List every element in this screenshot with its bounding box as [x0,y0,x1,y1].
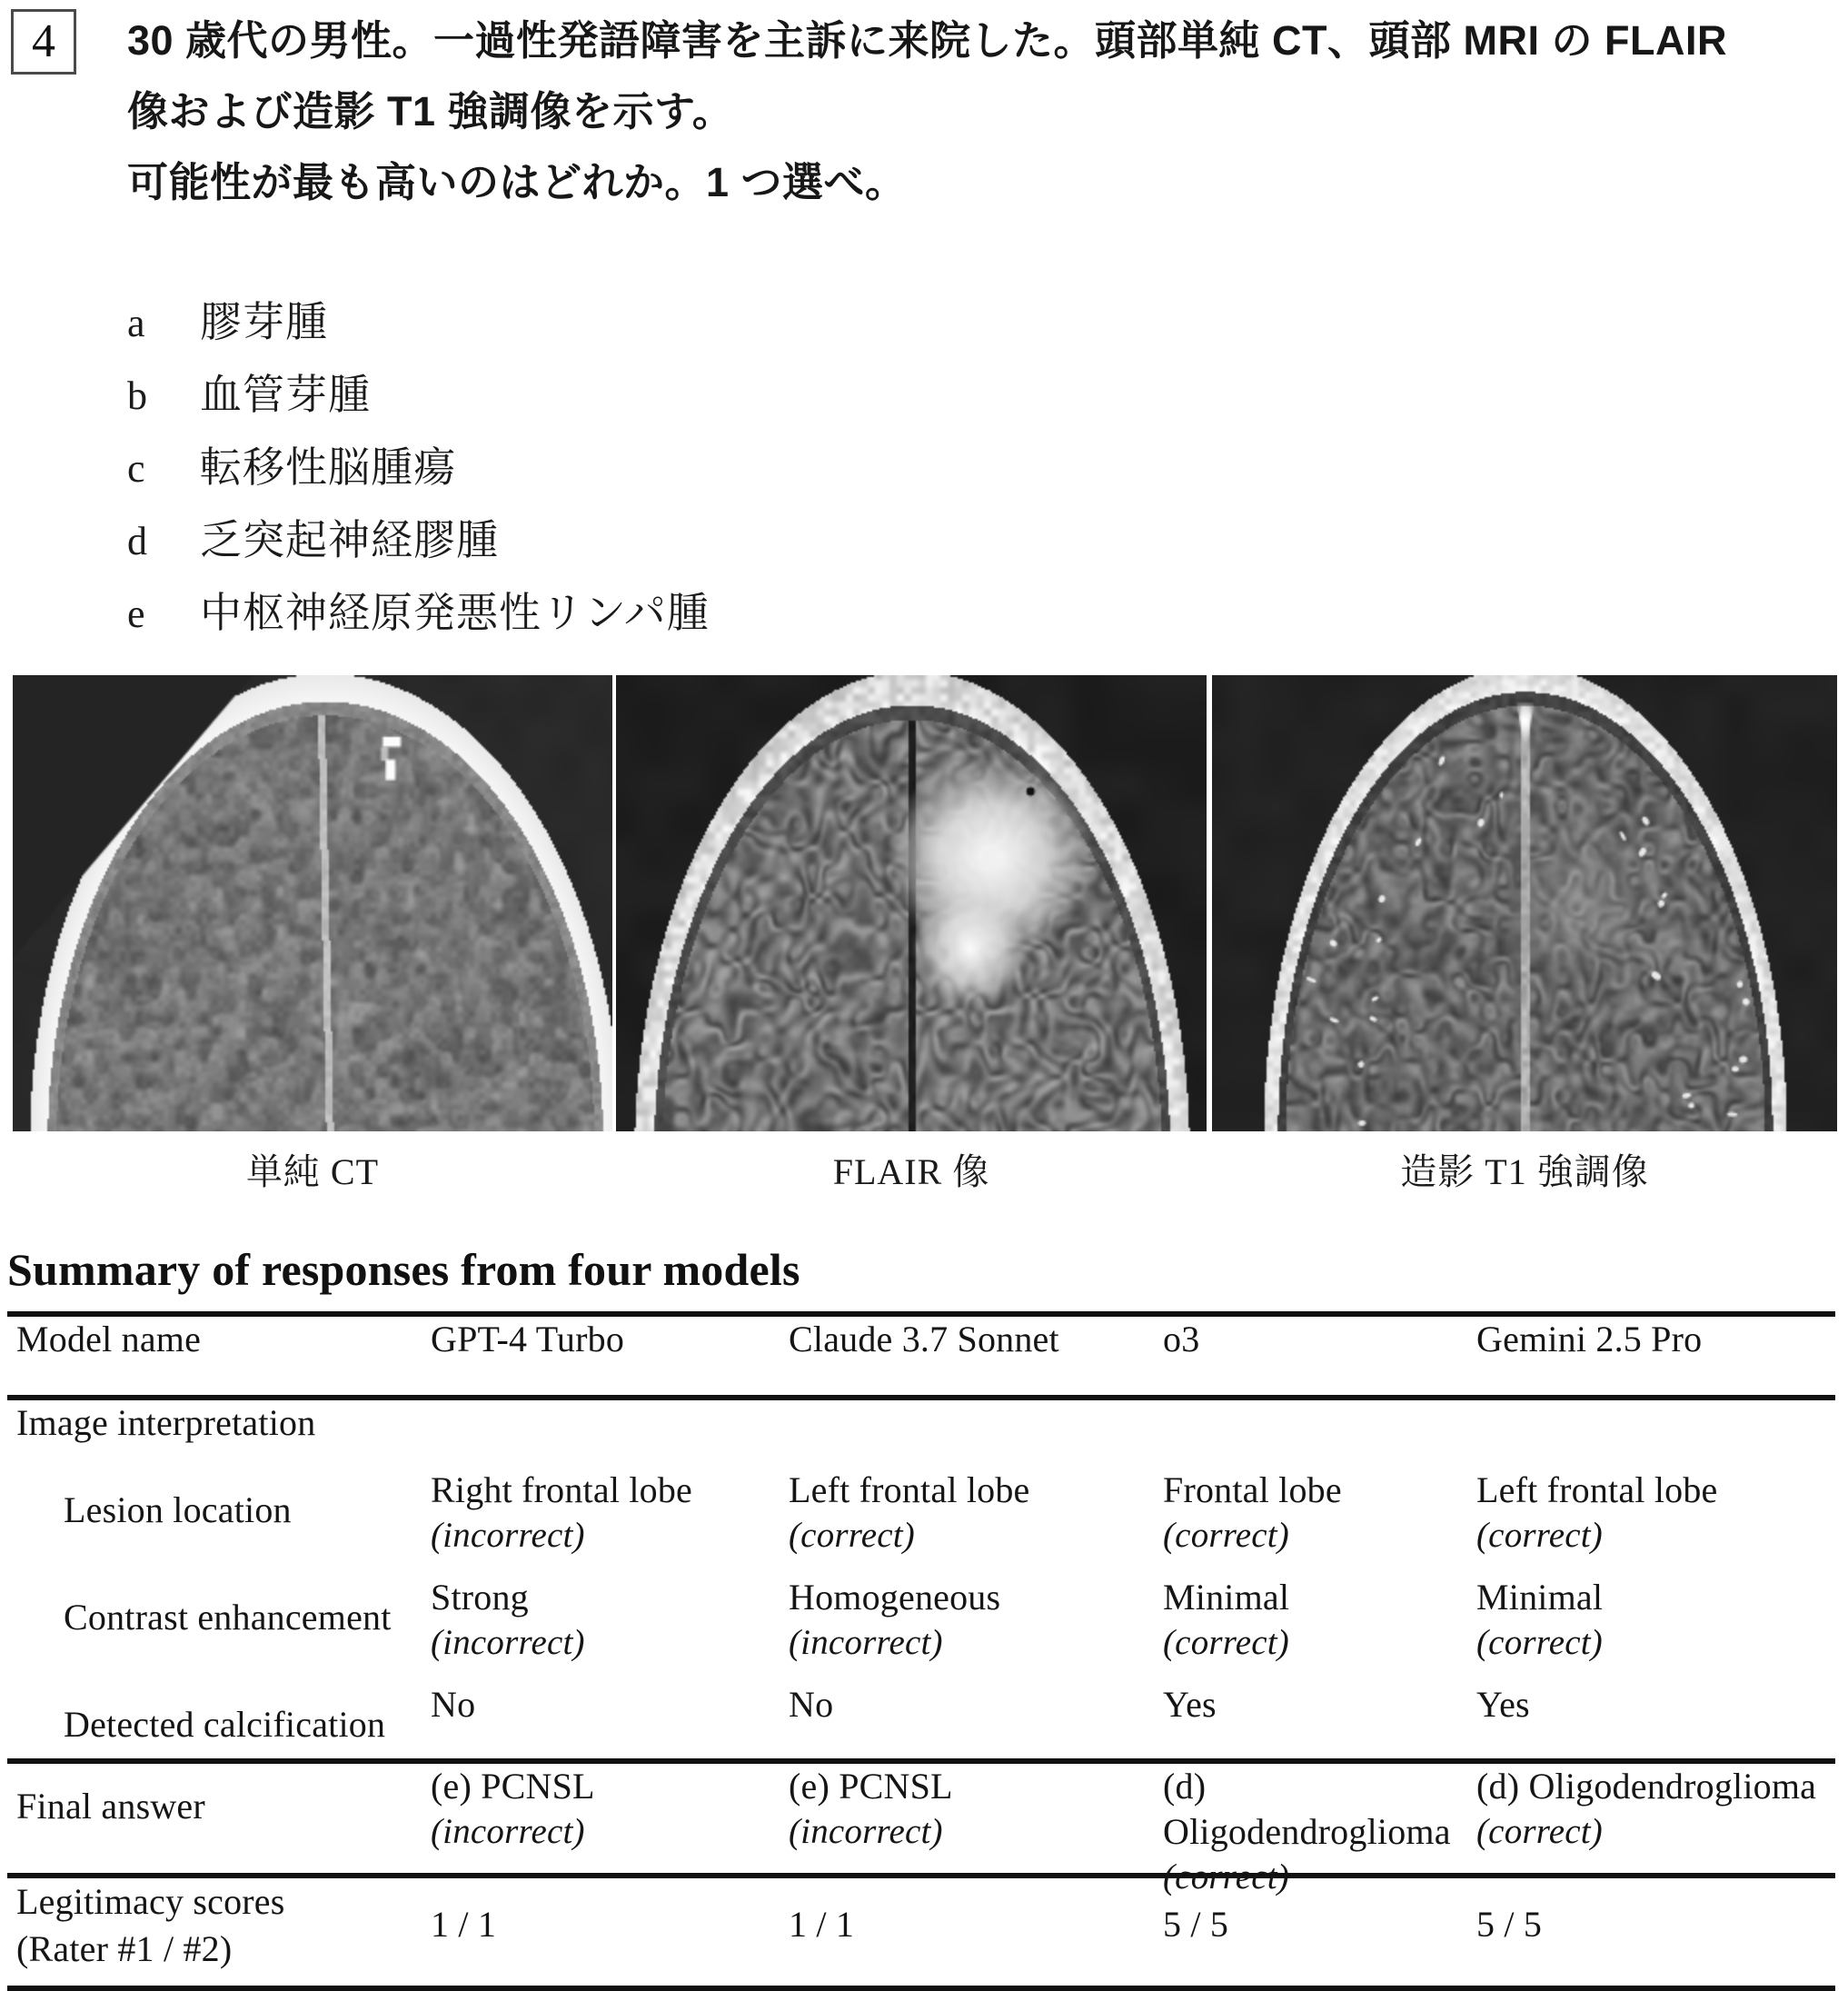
contrast-enhancement-claude37sonnet-value: Homogeneous [789,1577,1001,1618]
lesion-location-o3 [1163,1468,1472,1558]
row-label-contrast-enhancement: Contrast enhancement [64,1597,392,1638]
table-row-lesion-location [7,1468,1835,1575]
choice-letter-c: c [127,446,145,491]
final-answer-gemini25pro-verdict: (correct) [1476,1812,1603,1851]
lesion-location-gpt4turbo-verdict: (incorrect) [431,1516,585,1555]
lesion-location-gemini25pro [1476,1468,1840,1558]
scan-image-row [0,675,1848,1131]
final-answer-claude37sonnet-verdict: (incorrect) [789,1812,943,1851]
contrast-enhancement-claude37sonnet [789,1575,1161,1666]
row-label-final-answer: Final answer [16,1786,205,1827]
caption-plain-ct: 単純 CT [245,1151,380,1192]
legitimacy-o3: 5 / 5 [1163,1904,1229,1945]
table-row-detected-calcification [7,1682,1835,1758]
contrast-enhancement-gemini25pro [1476,1575,1840,1666]
answer-choice-list [0,289,1090,652]
legitimacy-gemini25pro: 5 / 5 [1476,1904,1543,1945]
contrast-enhancement-gemini25pro-verdict: (correct) [1476,1623,1603,1662]
table-row-legitimacy-scores [7,1878,1835,1986]
final-answer-claude37sonnet-value: (e) PCNSL [789,1766,953,1807]
choice-letter-b: b [127,373,147,418]
answer-choice-a[interactable] [0,289,1090,362]
lesion-location-gpt4turbo-value: Right frontal lobe [431,1469,692,1510]
header-model-4: Gemini 2.5 Pro [1476,1319,1703,1359]
legitimacy-label-line2: (Rater #1 / #2) [16,1928,233,1969]
choice-label-d: 乏突起神経膠腫 [200,517,499,563]
legitimacy-gpt4turbo: 1 / 1 [431,1904,497,1945]
summary-table [7,1311,1835,1991]
final-answer-claude37sonnet [789,1764,1161,1855]
contrast-enhancement-gpt4turbo-verdict: (incorrect) [431,1623,585,1662]
question-stem-line-2: 像および造影 T1 強調像を示す。 [127,88,734,134]
plain-ct-image [13,675,612,1131]
final-answer-gemini25pro-value: (d) Oligodendroglioma [1476,1766,1817,1807]
legitimacy-claude37sonnet: 1 / 1 [789,1904,855,1945]
table-row-final-answer [7,1764,1835,1896]
lesion-location-claude37sonnet-value: Left frontal lobe [789,1469,1030,1510]
contrast-enhancement-o3 [1163,1575,1472,1666]
caption-contrast-t1: 造影 T1 強調像 [1400,1151,1649,1192]
choice-letter-d: d [127,519,147,563]
choice-letter-a: a [127,301,145,345]
figure-captions [0,1143,1848,1198]
final-answer-gpt4turbo-verdict: (incorrect) [431,1812,585,1851]
contrast-enhancement-claude37sonnet-verdict: (incorrect) [789,1623,943,1662]
lesion-location-gemini25pro-value: Left frontal lobe [1476,1469,1718,1510]
detected-calcification-o3: Yes [1163,1684,1217,1725]
contrast-enhancement-gpt4turbo [431,1575,785,1666]
final-answer-gpt4turbo [431,1764,785,1855]
final-answer-gpt4turbo-value: (e) PCNSL [431,1766,595,1807]
header-model-2: Claude 3.7 Sonnet [789,1319,1059,1359]
final-answer-o3-value: (d) Oligodendroglioma [1163,1766,1451,1852]
choice-letter-e: e [127,592,145,636]
question-number-box: 4 [11,9,76,75]
lesion-location-claude37sonnet-verdict: (correct) [789,1516,915,1555]
row-label-legitimacy-scores [16,1878,416,1973]
contrast-enhancement-gpt4turbo-value: Strong [431,1577,529,1618]
legitimacy-label-line1: Legitimacy scores [16,1881,285,1922]
header-model-3: o3 [1163,1319,1200,1359]
question-stem-line-3: 可能性が最も高いのはどれか。1 つ選べ。 [127,159,907,205]
row-label-lesion-location: Lesion location [64,1489,292,1530]
choice-label-a: 膠芽腫 [200,299,328,345]
caption-flair: FLAIR 像 [832,1151,990,1192]
question-stem-line-1: 30 歳代の男性。一過性発語障害を主訴に来院した。頭部単純 CT、頭部 MRI の FLAIR [127,17,1728,64]
choice-label-e: 中枢神経原発悪性リンパ腫 [200,590,710,636]
answer-choice-b[interactable] [0,362,1090,434]
answer-choice-e[interactable] [0,580,1090,652]
choice-label-b: 血管芽腫 [200,372,371,418]
detected-calcification-gemini25pro: Yes [1476,1684,1530,1725]
question-stem [127,5,1817,218]
detected-calcification-gpt4turbo: No [431,1684,476,1725]
contrast-t1-image [1212,675,1837,1131]
lesion-location-gpt4turbo [431,1468,785,1558]
table-bottom-rule [7,1986,1835,1991]
flair-image [616,675,1207,1131]
contrast-enhancement-o3-value: Minimal [1163,1577,1290,1618]
table-header-row [7,1317,1835,1395]
answer-choice-d[interactable] [0,507,1090,580]
row-label-detected-calcification: Detected calcification [64,1704,386,1745]
final-answer-gemini25pro [1476,1764,1840,1855]
summary-title: Summary of responses from four models [7,1244,800,1295]
table-section-image-interpretation [7,1400,1835,1468]
choice-label-c: 転移性脳腫瘍 [200,444,456,491]
lesion-location-o3-value: Frontal lobe [1163,1469,1342,1510]
lesion-location-o3-verdict: (correct) [1163,1516,1289,1555]
contrast-enhancement-o3-verdict: (correct) [1163,1623,1289,1662]
lesion-location-gemini25pro-verdict: (correct) [1476,1516,1603,1555]
detected-calcification-claude37sonnet: No [789,1684,834,1725]
table-row-contrast-enhancement [7,1575,1835,1682]
header-model-1: GPT-4 Turbo [431,1319,625,1359]
header-model-name: Model name [16,1319,202,1359]
answer-choice-c[interactable] [0,434,1090,507]
final-answer-o3-verdict: (correct) [1163,1857,1289,1896]
section-label: Image interpretation [16,1402,316,1443]
contrast-enhancement-gemini25pro-value: Minimal [1476,1577,1604,1618]
lesion-location-claude37sonnet [789,1468,1161,1558]
